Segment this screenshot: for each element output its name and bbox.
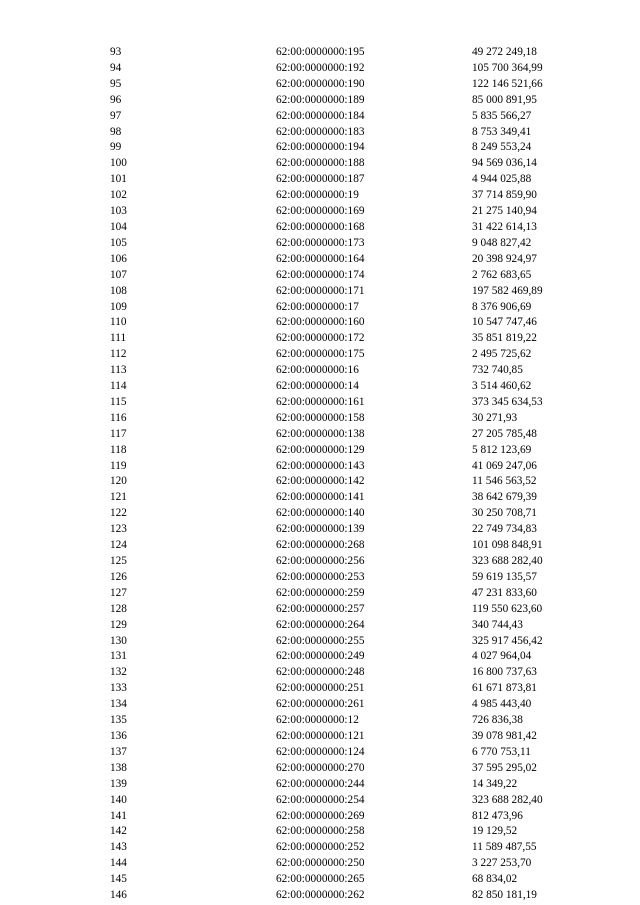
cadastral-value-cell: 20 398 924,97 (472, 252, 537, 265)
cadastral-value-cell: 30 250 708,71 (472, 507, 537, 520)
cadastral-number-cell: 62:00:0000000:256 (276, 555, 365, 567)
row-number-cell: 140 (110, 793, 127, 806)
cadastral-number-cell: 62:00:0000000:121 (276, 729, 365, 742)
cadastral-value-cell: 16 800 737,63 (472, 666, 537, 679)
table-row (110, 490, 590, 506)
row-number-cell: 117 (110, 427, 127, 440)
cadastral-number-cell: 62:00:0000000:268 (276, 539, 365, 552)
cadastral-value-cell: 9 048 827,42 (472, 236, 532, 249)
table-row (110, 427, 590, 443)
cadastral-value-cell: 21 275 140,94 (472, 205, 537, 218)
cadastral-value-cell: 2 495 725,62 (472, 348, 532, 361)
cadastral-value-cell: 8 249 553,24 (472, 141, 532, 154)
table-row (110, 840, 590, 856)
cadastral-value-cell: 4 944 025,88 (472, 173, 532, 186)
table-row (110, 379, 590, 395)
cadastral-value-table (110, 45, 590, 904)
row-number-cell: 134 (110, 698, 127, 711)
table-row (110, 665, 590, 681)
cadastral-number-cell: 62:00:0000000:124 (276, 745, 365, 758)
cadastral-number-cell: 62:00:0000000:14 (276, 380, 359, 393)
row-number-cell: 121 (110, 491, 127, 504)
table-row (110, 729, 590, 745)
table-row (110, 634, 590, 650)
cadastral-value-cell: 41 069 247,06 (472, 459, 537, 472)
row-number-cell: 138 (110, 761, 127, 774)
cadastral-number-cell: 62:00:0000000:138 (276, 427, 365, 440)
row-number-cell: 101 (110, 173, 127, 186)
cadastral-value-cell: 5 835 566,27 (472, 109, 532, 122)
cadastral-number-cell: 62:00:0000000:161 (276, 395, 365, 408)
row-number-cell: 94 (110, 61, 122, 74)
cadastral-value-cell: 85 000 891,95 (472, 93, 537, 106)
table-row (110, 300, 590, 316)
cadastral-number-cell: 62:00:0000000:171 (276, 284, 365, 297)
cadastral-value-cell: 4 985 443,40 (472, 698, 532, 711)
table-row (110, 172, 590, 188)
table-row (110, 697, 590, 713)
cadastral-value-cell: 30 271,93 (472, 411, 518, 424)
row-number-cell: 109 (110, 300, 127, 313)
cadastral-number-cell: 62:00:0000000:257 (276, 602, 365, 615)
cadastral-number-cell: 62:00:0000000:265 (276, 873, 365, 886)
cadastral-value-cell: 61 671 873,81 (472, 682, 537, 695)
table-row (110, 586, 590, 602)
row-number-cell: 119 (110, 459, 127, 472)
row-number-cell: 104 (110, 220, 127, 233)
row-number-cell: 141 (110, 809, 127, 822)
table-row (110, 61, 590, 77)
cadastral-value-cell: 3 514 460,62 (472, 380, 532, 393)
cadastral-value-cell: 325 917 456,42 (472, 634, 543, 647)
row-number-cell: 143 (110, 841, 127, 854)
table-row (110, 347, 590, 363)
cadastral-number-cell: 62:00:0000000:244 (276, 777, 365, 790)
cadastral-value-cell: 94 569 036,14 (472, 157, 537, 170)
cadastral-value-cell: 10 547 747,46 (472, 316, 537, 329)
row-number-cell: 135 (110, 714, 127, 727)
cadastral-value-cell: 8 753 349,41 (472, 125, 532, 138)
table-row (110, 77, 590, 93)
table-row (110, 156, 590, 172)
cadastral-value-cell: 22 749 734,83 (472, 523, 537, 536)
row-number-cell: 102 (110, 189, 127, 202)
row-number-cell: 136 (110, 729, 127, 742)
row-number-cell: 112 (110, 348, 127, 361)
row-number-cell: 99 (110, 141, 122, 154)
row-number-cell: 126 (110, 570, 127, 583)
row-number-cell: 103 (110, 205, 127, 218)
row-number-cell: 114 (110, 380, 127, 393)
table-row (110, 681, 590, 697)
cadastral-value-cell: 323 688 282,40 (472, 555, 543, 567)
table-row (110, 856, 590, 872)
cadastral-value-cell: 323 688 282,40 (472, 793, 543, 806)
table-row (110, 284, 590, 300)
table-row (110, 761, 590, 777)
cadastral-value-cell: 373 345 634,53 (472, 395, 543, 408)
row-number-cell: 97 (110, 109, 122, 122)
row-number-cell: 98 (110, 125, 122, 138)
cadastral-number-cell: 62:00:0000000:16 (276, 364, 359, 377)
table-row (110, 109, 590, 125)
table-row (110, 809, 590, 825)
table-row (110, 777, 590, 793)
cadastral-value-cell: 340 744,43 (472, 618, 523, 631)
cadastral-number-cell: 62:00:0000000:270 (276, 761, 365, 774)
row-number-cell: 110 (110, 316, 127, 329)
cadastral-number-cell: 62:00:0000000:172 (276, 332, 365, 345)
row-number-cell: 124 (110, 539, 127, 552)
row-number-cell: 100 (110, 157, 127, 170)
table-row (110, 888, 590, 904)
row-number-cell: 113 (110, 364, 127, 377)
table-row (110, 443, 590, 459)
table-row (110, 315, 590, 331)
table-row (110, 618, 590, 634)
cadastral-number-cell: 62:00:0000000:195 (276, 46, 365, 58)
row-number-cell: 145 (110, 873, 127, 886)
cadastral-number-cell: 62:00:0000000:164 (276, 252, 365, 265)
table-row (110, 252, 590, 268)
cadastral-value-cell: 732 740,85 (472, 364, 523, 377)
table-row (110, 363, 590, 379)
cadastral-number-cell: 62:00:0000000:189 (276, 93, 365, 106)
cadastral-number-cell: 62:00:0000000:140 (276, 507, 365, 520)
table-row (110, 125, 590, 141)
cadastral-value-cell: 101 098 848,91 (472, 539, 543, 552)
cadastral-number-cell: 62:00:0000000:261 (276, 698, 365, 711)
cadastral-number-cell: 62:00:0000000:253 (276, 570, 365, 583)
cadastral-value-cell: 122 146 521,66 (472, 77, 543, 90)
row-number-cell: 128 (110, 602, 127, 615)
cadastral-value-cell: 3 227 253,70 (472, 857, 532, 870)
cadastral-value-cell: 35 851 819,22 (472, 332, 537, 345)
table-row (110, 793, 590, 809)
cadastral-number-cell: 62:00:0000000:255 (276, 634, 365, 647)
row-number-cell: 125 (110, 555, 127, 567)
table-row (110, 602, 590, 618)
cadastral-value-cell: 59 619 135,57 (472, 570, 537, 583)
cadastral-value-cell: 31 422 614,13 (472, 220, 537, 233)
row-number-cell: 129 (110, 618, 127, 631)
row-number-cell: 131 (110, 650, 127, 663)
row-number-cell: 115 (110, 395, 127, 408)
table-row (110, 204, 590, 220)
table-row (110, 268, 590, 284)
row-number-cell: 116 (110, 411, 127, 424)
cadastral-number-cell: 62:00:0000000:174 (276, 268, 365, 281)
cadastral-number-cell: 62:00:0000000:259 (276, 586, 365, 599)
row-number-cell: 108 (110, 284, 127, 297)
cadastral-number-cell: 62:00:0000000:254 (276, 793, 365, 806)
cadastral-value-cell: 11 546 563,52 (472, 475, 537, 488)
cadastral-number-cell: 62:00:0000000:251 (276, 682, 365, 695)
cadastral-value-cell: 812 473,96 (472, 809, 523, 822)
table-row (110, 331, 590, 347)
row-number-cell: 137 (110, 745, 127, 758)
cadastral-value-cell: 197 582 469,89 (472, 284, 543, 297)
cadastral-number-cell: 62:00:0000000:173 (276, 236, 365, 249)
cadastral-number-cell: 62:00:0000000:264 (276, 618, 365, 631)
row-number-cell: 120 (110, 475, 127, 488)
cadastral-number-cell: 62:00:0000000:250 (276, 857, 365, 870)
cadastral-value-cell: 6 770 753,11 (472, 745, 531, 758)
row-number-cell: 133 (110, 682, 127, 695)
cadastral-number-cell: 62:00:0000000:249 (276, 650, 365, 663)
cadastral-value-cell: 37 714 859,90 (472, 189, 537, 202)
table-row (110, 872, 590, 888)
table-row (110, 713, 590, 729)
row-number-cell: 144 (110, 857, 127, 870)
table-row (110, 220, 590, 236)
cadastral-value-cell: 38 642 679,39 (472, 491, 537, 504)
row-number-cell: 93 (110, 46, 122, 58)
table-row (110, 411, 590, 427)
table-row (110, 45, 590, 61)
table-row (110, 188, 590, 204)
table-row (110, 506, 590, 522)
row-number-cell: 130 (110, 634, 127, 647)
cadastral-number-cell: 62:00:0000000:188 (276, 157, 365, 170)
table-row (110, 745, 590, 761)
cadastral-value-cell: 4 027 964,04 (472, 650, 532, 663)
cadastral-number-cell: 62:00:0000000:19 (276, 189, 359, 202)
cadastral-number-cell: 62:00:0000000:143 (276, 459, 365, 472)
cadastral-number-cell: 62:00:0000000:184 (276, 109, 365, 122)
table-row (110, 93, 590, 109)
row-number-cell: 118 (110, 443, 127, 456)
cadastral-number-cell: 62:00:0000000:192 (276, 61, 365, 74)
cadastral-value-cell: 47 231 833,60 (472, 586, 537, 599)
cadastral-value-cell: 11 589 487,55 (472, 841, 537, 854)
cadastral-value-cell: 726 836,38 (472, 714, 523, 727)
cadastral-value-cell: 49 272 249,18 (472, 46, 537, 58)
cadastral-number-cell: 62:00:0000000:248 (276, 666, 365, 679)
cadastral-number-cell: 62:00:0000000:262 (276, 889, 365, 902)
cadastral-value-cell: 37 595 295,02 (472, 761, 537, 774)
cadastral-number-cell: 62:00:0000000:139 (276, 523, 365, 536)
table-row (110, 554, 590, 570)
row-number-cell: 142 (110, 825, 127, 838)
cadastral-number-cell: 62:00:0000000:194 (276, 141, 365, 154)
cadastral-number-cell: 62:00:0000000:141 (276, 491, 365, 504)
row-number-cell: 127 (110, 586, 127, 599)
cadastral-value-cell: 8 376 906,69 (472, 300, 532, 313)
cadastral-number-cell: 62:00:0000000:12 (276, 714, 359, 727)
cadastral-value-cell: 19 129,52 (472, 825, 518, 838)
row-number-cell: 122 (110, 507, 127, 520)
table-row (110, 236, 590, 252)
table-row (110, 538, 590, 554)
cadastral-number-cell: 62:00:0000000:129 (276, 443, 365, 456)
row-number-cell: 139 (110, 777, 127, 790)
cadastral-value-cell: 119 550 623,60 (472, 602, 543, 615)
cadastral-value-cell: 2 762 683,65 (472, 268, 532, 281)
cadastral-number-cell: 62:00:0000000:258 (276, 825, 365, 838)
table-row (110, 522, 590, 538)
cadastral-number-cell: 62:00:0000000:269 (276, 809, 365, 822)
cadastral-number-cell: 62:00:0000000:190 (276, 77, 365, 90)
row-number-cell: 106 (110, 252, 127, 265)
row-number-cell: 95 (110, 77, 122, 90)
row-number-cell: 111 (110, 332, 127, 345)
row-number-cell: 107 (110, 268, 127, 281)
cadastral-value-cell: 14 349,22 (472, 777, 518, 790)
cadastral-number-cell: 62:00:0000000:142 (276, 475, 365, 488)
table-row (110, 570, 590, 586)
cadastral-value-cell: 5 812 123,69 (472, 443, 532, 456)
row-number-cell: 146 (110, 889, 127, 902)
cadastral-value-cell: 82 850 181,19 (472, 889, 537, 902)
cadastral-number-cell: 62:00:0000000:17 (276, 300, 359, 313)
row-number-cell: 123 (110, 523, 127, 536)
row-number-cell: 105 (110, 236, 127, 249)
cadastral-value-cell: 105 700 364,99 (472, 61, 543, 74)
cadastral-value-cell: 68 834,02 (472, 873, 518, 886)
cadastral-value-cell: 39 078 981,42 (472, 729, 537, 742)
table-row (110, 649, 590, 665)
cadastral-number-cell: 62:00:0000000:252 (276, 841, 365, 854)
row-number-cell: 132 (110, 666, 127, 679)
cadastral-number-cell: 62:00:0000000:168 (276, 220, 365, 233)
cadastral-number-cell: 62:00:0000000:169 (276, 205, 365, 218)
table-row (110, 474, 590, 490)
table-row (110, 140, 590, 156)
cadastral-number-cell: 62:00:0000000:183 (276, 125, 365, 138)
table-row (110, 459, 590, 475)
table-row (110, 824, 590, 840)
cadastral-number-cell: 62:00:0000000:175 (276, 348, 365, 361)
row-number-cell: 96 (110, 93, 122, 106)
cadastral-number-cell: 62:00:0000000:187 (276, 173, 365, 186)
cadastral-number-cell: 62:00:0000000:158 (276, 411, 365, 424)
cadastral-number-cell: 62:00:0000000:160 (276, 316, 365, 329)
table-row (110, 395, 590, 411)
cadastral-value-cell: 27 205 785,48 (472, 427, 537, 440)
